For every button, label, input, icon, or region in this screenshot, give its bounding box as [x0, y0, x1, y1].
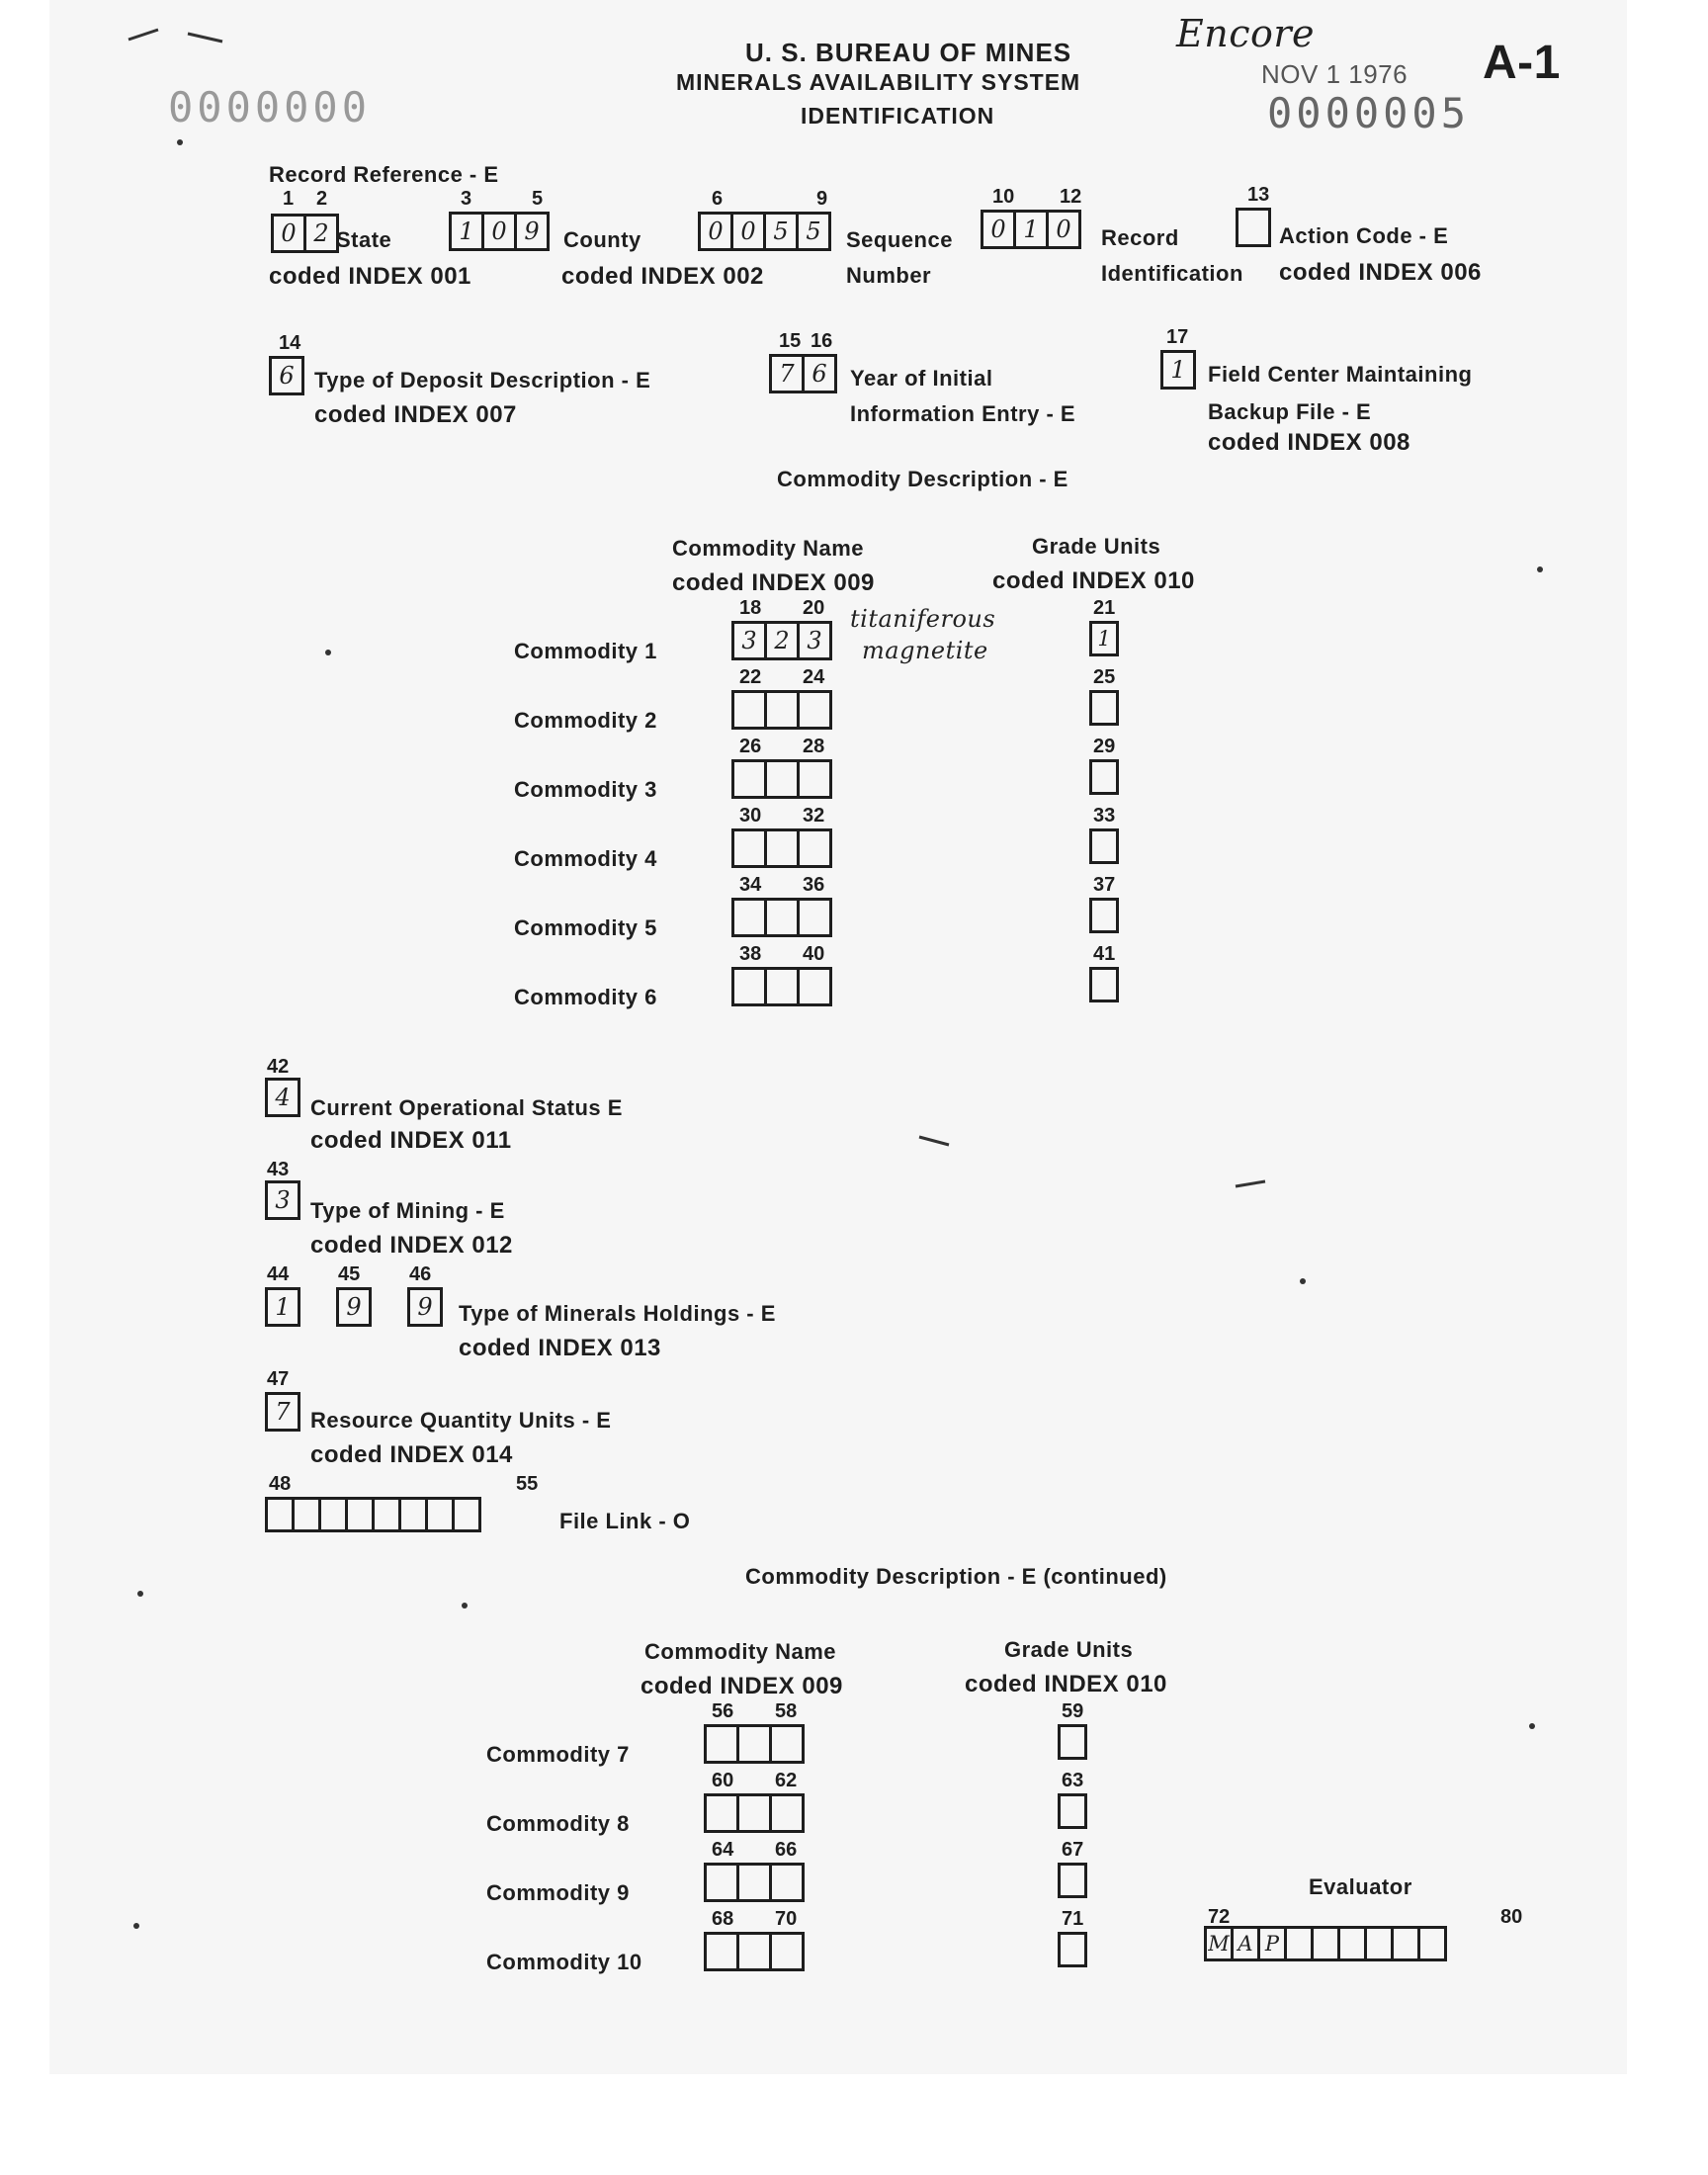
position-number: 17 — [1166, 326, 1189, 348]
scan-mark — [1300, 1278, 1306, 1284]
code-box: 5 — [763, 212, 799, 251]
code-box: 3 — [797, 621, 832, 660]
position-number: 3 — [461, 188, 472, 210]
code-box: 0 — [981, 210, 1016, 249]
position-number: 36 — [803, 874, 825, 896]
position-number: 60 — [712, 1770, 734, 1791]
code-box: 1 — [449, 212, 484, 251]
commodity-row-label: Commodity 7 — [486, 1742, 630, 1767]
page-id: A-1 — [1483, 37, 1561, 89]
code-box: 0 — [730, 212, 766, 251]
scan-mark — [128, 30, 222, 42]
position-number: 68 — [712, 1908, 734, 1930]
code-box: 1 — [1089, 621, 1119, 656]
code-box: M — [1204, 1926, 1234, 1961]
position-number: 44 — [267, 1263, 290, 1285]
commodity-name-header: Commodity Name — [644, 1639, 837, 1664]
record-id-label: Record — [1101, 225, 1179, 250]
position-number: 32 — [803, 805, 825, 826]
position-number: 66 — [775, 1839, 798, 1861]
code-box: 6 — [269, 356, 304, 395]
date-stamp: NOV 1 1976 — [1261, 59, 1409, 89]
position-number: 10 — [992, 186, 1015, 208]
commodity-row-label: Commodity 1 — [514, 639, 657, 663]
code-box: 5 — [796, 212, 831, 251]
position-number: 20 — [803, 597, 825, 619]
code-box: 3 — [731, 621, 767, 660]
code-box: 0 — [271, 214, 306, 253]
action-code-label: Action Code - E — [1279, 223, 1449, 248]
position-number: 16 — [811, 330, 833, 352]
position-number: 40 — [803, 943, 825, 965]
deposit-type-coded-index: coded INDEX 007 — [314, 401, 517, 428]
position-number: 63 — [1062, 1770, 1084, 1791]
scan-mark — [919, 1137, 1265, 1186]
position-number: 33 — [1093, 805, 1116, 826]
code-box: P — [1257, 1926, 1287, 1961]
position-number: 67 — [1062, 1839, 1084, 1861]
commodity-row-label: Commodity 8 — [486, 1811, 630, 1836]
code-box: 9 — [407, 1287, 443, 1327]
position-number: 47 — [267, 1368, 290, 1390]
commodity-row-label: Commodity 9 — [486, 1880, 630, 1905]
code-box: 4 — [265, 1078, 300, 1117]
position-number: 58 — [775, 1700, 798, 1722]
commodity-row-label: Commodity 5 — [514, 915, 657, 940]
position-number: 43 — [267, 1159, 290, 1180]
position-number: 25 — [1093, 666, 1116, 688]
position-number: 56 — [712, 1700, 734, 1722]
code-box: 1 — [1160, 350, 1196, 390]
year-entry-label-2: Information Entry - E — [850, 401, 1076, 426]
county-label: County — [563, 227, 641, 252]
action-code-coded-index: coded INDEX 006 — [1279, 259, 1482, 286]
code-box: 7 — [265, 1392, 300, 1432]
position-number: 13 — [1247, 184, 1270, 206]
position-number: 24 — [803, 666, 825, 688]
handwritten-commodity-note: magnetite — [862, 637, 988, 664]
commodity-row-label: Commodity 6 — [514, 985, 657, 1009]
position-number: 46 — [409, 1263, 432, 1285]
scan-mark — [1529, 1723, 1535, 1729]
position-number: 45 — [338, 1263, 361, 1285]
position-number: 15 — [779, 330, 802, 352]
code-box: 2 — [303, 214, 339, 253]
operational-status-coded-index: coded INDEX 011 — [310, 1127, 512, 1154]
position-number: 29 — [1093, 736, 1116, 757]
code-box: 3 — [265, 1180, 300, 1220]
code-box: 9 — [336, 1287, 372, 1327]
left-number-stamp: 0000000 — [168, 83, 372, 131]
position-number: 30 — [739, 805, 762, 826]
mining-type-label: Type of Mining - E — [310, 1198, 505, 1223]
position-number: 18 — [739, 597, 762, 619]
position-number: 42 — [267, 1056, 290, 1078]
position-number: 72 — [1208, 1906, 1231, 1928]
position-number: 26 — [739, 736, 762, 757]
record-id-label-2: Identification — [1101, 261, 1243, 286]
county-coded-index: coded INDEX 002 — [561, 263, 764, 290]
scan-mark — [177, 139, 183, 145]
code-box: 9 — [514, 212, 550, 251]
position-number: 80 — [1500, 1906, 1523, 1928]
commodity-continued-title: Commodity Description - E (continued) — [745, 1564, 1167, 1589]
code-box: 0 — [481, 212, 517, 251]
form-sheet — [49, 0, 1627, 2074]
scan-mark — [137, 1591, 143, 1597]
commodity-name-coded-index: coded INDEX 009 — [640, 1673, 843, 1699]
position-number: 34 — [739, 874, 762, 896]
handwritten-encore-note: Encore — [1176, 12, 1316, 55]
title-line-3: IDENTIFICATION — [801, 103, 995, 129]
position-number: 1 — [283, 188, 295, 210]
position-number: 70 — [775, 1908, 798, 1930]
evaluator-label: Evaluator — [1309, 1874, 1412, 1899]
file-link-label: File Link - O — [559, 1509, 691, 1533]
mining-type-coded-index: coded INDEX 012 — [310, 1232, 513, 1259]
sequence-label: Sequence — [846, 227, 953, 252]
commodity-name-coded-index: coded INDEX 009 — [672, 569, 875, 596]
position-number: 71 — [1062, 1908, 1084, 1930]
title-line-1: U. S. BUREAU OF MINES — [745, 38, 1072, 67]
operational-status-label: Current Operational Status E — [310, 1095, 623, 1120]
handwritten-commodity-note: titaniferous — [850, 605, 996, 633]
position-number: 59 — [1062, 1700, 1084, 1722]
position-number: 14 — [279, 332, 301, 354]
field-center-label-2: Backup File - E — [1208, 399, 1372, 424]
grade-units-header: Grade Units — [1032, 534, 1161, 559]
position-number: 5 — [532, 188, 544, 210]
scan-mark — [325, 650, 331, 655]
deposit-type-label: Type of Deposit Description - E — [314, 368, 651, 392]
position-number: 9 — [816, 188, 828, 210]
holdings-coded-index: coded INDEX 013 — [459, 1335, 661, 1361]
scan-mark — [462, 1603, 468, 1609]
year-entry-label: Year of Initial — [850, 366, 993, 391]
position-number: 37 — [1093, 874, 1116, 896]
position-number: 21 — [1093, 597, 1116, 619]
scan-marks — [49, 0, 1627, 2074]
position-number: 6 — [712, 188, 724, 210]
code-box: A — [1231, 1926, 1260, 1961]
position-number: 28 — [803, 736, 825, 757]
position-number: 22 — [739, 666, 762, 688]
code-box: 6 — [802, 354, 837, 393]
commodity-row-label: Commodity 3 — [514, 777, 657, 802]
commodity-row-label: Commodity 4 — [514, 846, 657, 871]
commodity-row-label: Commodity 10 — [486, 1950, 642, 1974]
position-number: 41 — [1093, 943, 1116, 965]
position-number: 12 — [1060, 186, 1082, 208]
position-number: 64 — [712, 1839, 734, 1861]
position-number: 55 — [516, 1473, 539, 1495]
position-number: 62 — [775, 1770, 798, 1791]
resource-units-coded-index: coded INDEX 014 — [310, 1441, 513, 1468]
sequence-label-2: Number — [846, 263, 932, 288]
code-box: 1 — [1013, 210, 1049, 249]
commodity-name-header: Commodity Name — [672, 536, 865, 561]
commodity-section-title: Commodity Description - E — [777, 467, 1068, 491]
resource-units-label: Resource Quantity Units - E — [310, 1408, 612, 1433]
state-coded-index: coded INDEX 001 — [269, 263, 471, 290]
scan-mark — [1537, 566, 1543, 572]
title-line-2: MINERALS AVAILABILITY SYSTEM — [676, 69, 1081, 95]
position-number: 2 — [316, 188, 328, 210]
code-box: 0 — [698, 212, 733, 251]
field-center-coded-index: coded INDEX 008 — [1208, 429, 1410, 456]
position-number: 38 — [739, 943, 762, 965]
code-box: 1 — [265, 1287, 300, 1327]
code-box: 2 — [764, 621, 800, 660]
grade-units-coded-index: coded INDEX 010 — [965, 1671, 1167, 1697]
position-number: 48 — [269, 1473, 292, 1495]
code-box: 7 — [769, 354, 805, 393]
commodity-row-label: Commodity 2 — [514, 708, 657, 733]
right-number-stamp: 0000005 — [1267, 89, 1471, 137]
record-reference-label: Record Reference - E — [269, 162, 499, 187]
grade-units-header: Grade Units — [1004, 1637, 1134, 1662]
grade-units-coded-index: coded INDEX 010 — [992, 567, 1195, 594]
holdings-label: Type of Minerals Holdings - E — [459, 1301, 776, 1326]
code-box: 0 — [1046, 210, 1081, 249]
state-label: State — [336, 227, 392, 252]
field-center-label: Field Center Maintaining — [1208, 362, 1473, 387]
scan-mark — [133, 1923, 139, 1929]
